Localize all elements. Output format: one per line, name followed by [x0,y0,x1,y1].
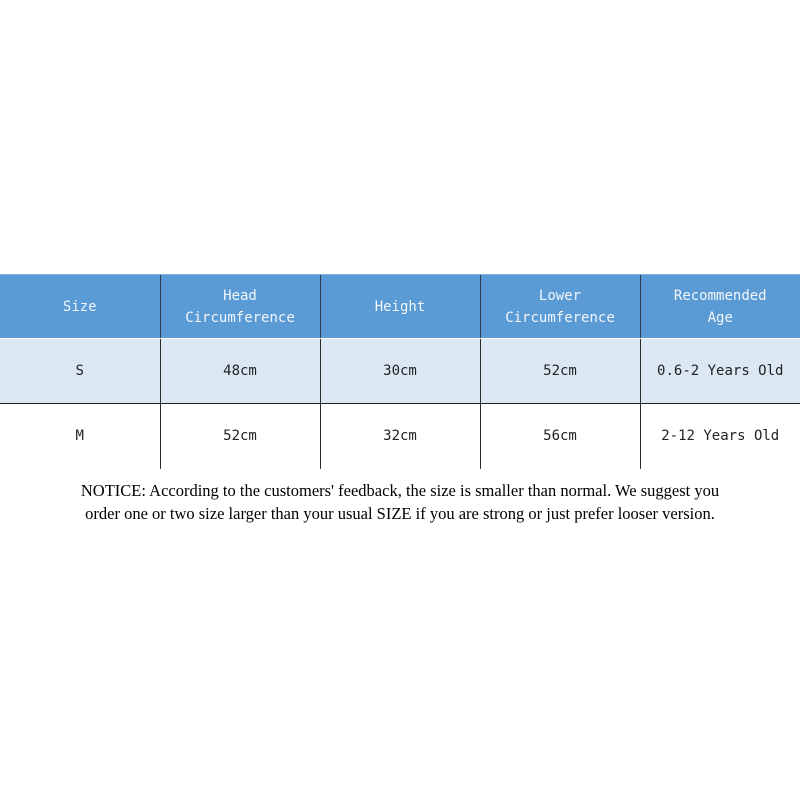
size-chart-table [0,274,800,469]
cell-height: 32cm [320,404,480,469]
header-height [320,275,480,339]
cell-height: 30cm [320,339,480,404]
size-chart-body [0,339,800,469]
header-lower-circumference-line2: Circumference [505,309,615,326]
header-size [0,275,160,339]
cell-lower-circumference: 52cm [480,339,640,404]
header-lower-circumference [480,275,640,339]
size-notice [0,479,800,525]
header-size-label: Size [62,298,97,315]
cell-head-circumference: 52cm [160,404,320,469]
size-notice-line2: order one or two size larger than your usual SIZE if you are strong or just prefer looser version. [85,504,715,523]
header-lower-circumference-line1: Lower [538,287,582,304]
header-head-circumference-line1: Head [223,287,257,304]
cell-size: M [75,428,84,445]
cell-head-circumference: 48cm [160,339,320,404]
cell-recommended-age: 2-12 Years Old [640,404,800,469]
header-recommended-age [640,275,800,339]
size-chart-header [0,275,800,339]
table-row-size-s [0,339,800,404]
size-notice-line1: NOTICE: According to the customers' feedback, the size is smaller than normal. We suggest you [80,481,720,500]
table-row-size-m [0,404,800,469]
header-recommended-age-line1: Recommended [673,287,767,304]
header-height-label: Height [374,298,426,315]
header-recommended-age-line2: Age [707,309,733,326]
cell-recommended-age: 0.6-2 Years Old [640,339,800,404]
cell-lower-circumference: 56cm [480,404,640,469]
header-row [0,275,800,339]
header-head-circumference-line2: Circumference [185,309,295,326]
cell-size: S [0,339,160,404]
header-head-circumference [160,275,320,339]
